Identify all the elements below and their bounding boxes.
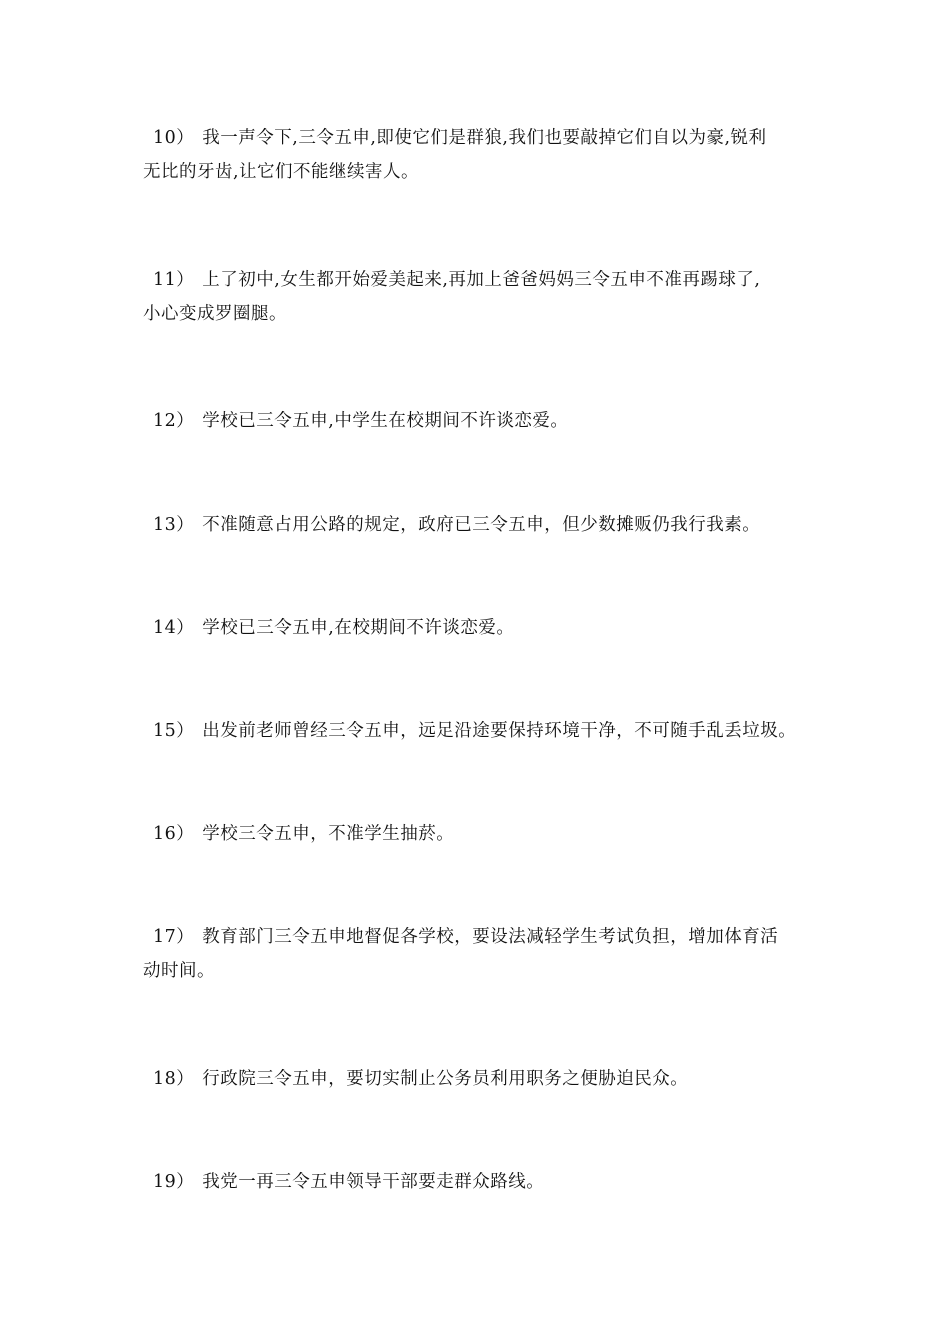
sentence-text: 学校已三令五申,中学生在校期间不许谈恋爱。 xyxy=(202,411,569,431)
sentence-line xyxy=(143,121,823,155)
sentence-continuation: 无比的牙齿,让它们不能继续害人。 xyxy=(143,162,420,182)
sentence-continuation: 动时间。 xyxy=(143,961,215,981)
sentence-continuation: 小心变成罗圈腿。 xyxy=(143,304,287,324)
sentence-item-12 xyxy=(143,404,823,438)
sentence-text: 我党一再三令五申领导干部要走群众路线。 xyxy=(202,1172,545,1192)
item-number: 10） xyxy=(153,128,195,148)
item-number: 17） xyxy=(153,927,195,947)
item-number: 15） xyxy=(153,721,195,741)
sentence-line xyxy=(143,1165,823,1199)
item-number: 11） xyxy=(153,270,195,290)
sentence-line xyxy=(143,714,823,748)
sentence-line xyxy=(143,817,823,851)
sentence-line xyxy=(143,404,823,438)
sentence-item-15 xyxy=(143,714,823,748)
item-number: 16） xyxy=(153,824,195,844)
sentence-text: 不准随意占用公路的规定，政府已三令五申，但少数摊贩仍我行我素。 xyxy=(202,515,761,535)
sentence-item-16 xyxy=(143,817,823,851)
sentence-line xyxy=(143,263,823,297)
sentence-line xyxy=(143,920,823,954)
item-number: 13） xyxy=(153,515,195,535)
sentence-line xyxy=(143,611,823,645)
item-number: 12） xyxy=(153,411,195,431)
sentence-text: 学校已三令五申,在校期间不许谈恋爱。 xyxy=(202,618,515,638)
sentence-line xyxy=(143,508,823,542)
sentence-line xyxy=(143,1062,823,1096)
sentence-item-11 xyxy=(143,263,823,331)
sentence-text: 上了初中,女生都开始爱美起来,再加上爸爸妈妈三令五申不准再踢球了, xyxy=(202,270,761,290)
sentence-text: 我一声令下,三令五申,即使它们是群狼,我们也要敲掉它们自以为豪,锐利 xyxy=(202,128,767,148)
sentence-item-14 xyxy=(143,611,823,645)
sentence-text: 学校三令五申，不准学生抽菸。 xyxy=(202,824,455,844)
item-number: 19） xyxy=(153,1172,195,1192)
item-number: 18） xyxy=(153,1069,195,1089)
sentence-item-18 xyxy=(143,1062,823,1096)
sentence-item-19 xyxy=(143,1165,823,1199)
sentence-item-13 xyxy=(143,508,823,542)
sentence-item-17 xyxy=(143,920,823,988)
sentence-text: 行政院三令五申，要切实制止公务员利用职务之便胁迫民众。 xyxy=(202,1069,689,1089)
sentence-text: 教育部门三令五申地督促各学校，要设法减轻学生考试负担，增加体育活 xyxy=(202,927,779,947)
sentence-text: 出发前老师曾经三令五申，远足沿途要保持环境干净，不可随手乱丢垃圾。 xyxy=(202,721,797,741)
sentence-item-10 xyxy=(143,121,823,189)
item-number: 14） xyxy=(153,618,195,638)
